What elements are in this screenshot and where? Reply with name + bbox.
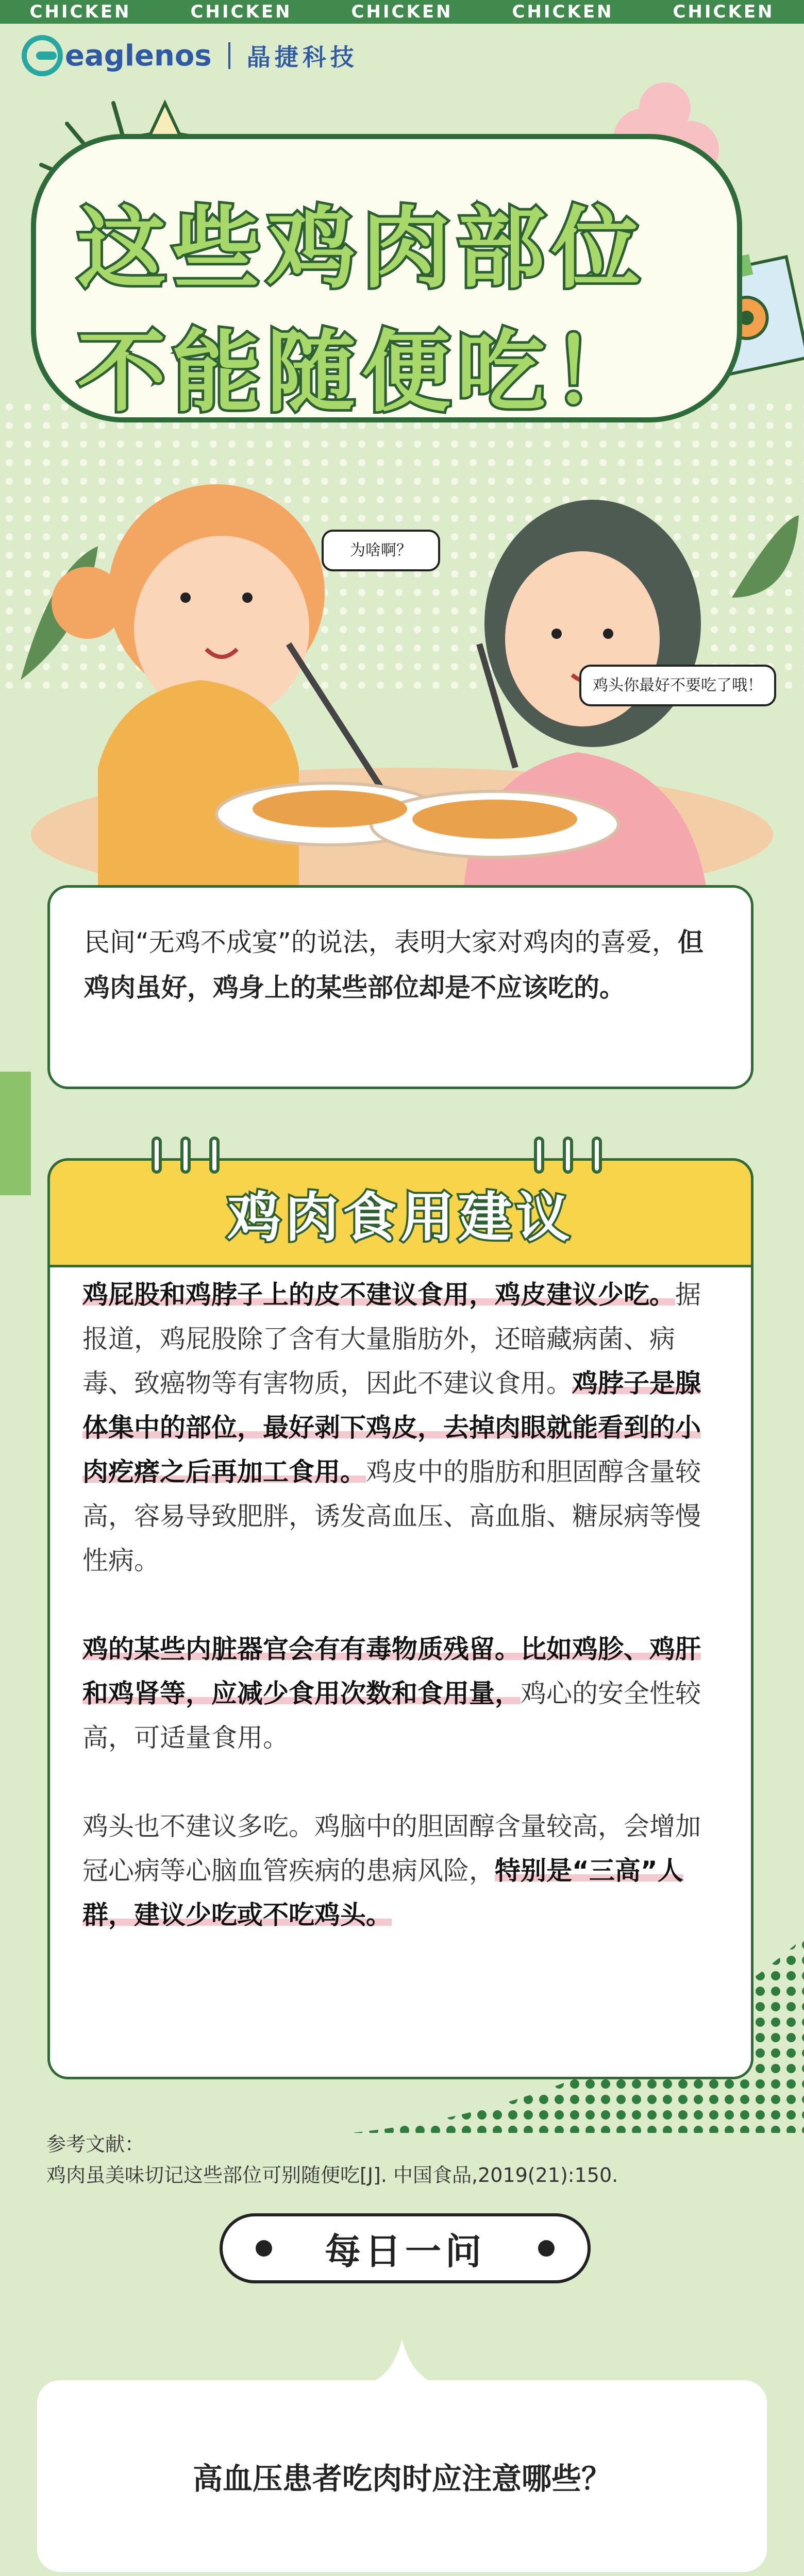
speech-bubble-left: 为啥啊？ bbox=[322, 530, 440, 571]
advice-body bbox=[82, 1273, 722, 1981]
speech-bubble-right: 鸡头你最好不要吃了哦！ bbox=[579, 665, 776, 706]
references-label: 参考文献： bbox=[46, 2133, 145, 2156]
logo-divider bbox=[228, 42, 230, 69]
question-card-pointer bbox=[361, 2339, 443, 2385]
intro-text: 民间“无鸡不成宴”的说法，表明大家对鸡肉的喜爱， bbox=[84, 927, 678, 957]
body-text: 鸡心的安全性较高，可适量食用。 bbox=[82, 1679, 701, 1753]
dot-decoration-left bbox=[0, 1072, 31, 1195]
ticker-text: CHICKEN bbox=[29, 2, 131, 22]
ticker-text: CHICKEN bbox=[673, 2, 775, 22]
highlight-text: 鸡脖子是腺体集中的部位，最好剥下鸡皮，去掉肉眼就能看到的小肉疙瘩之后再加工食用。 bbox=[82, 1368, 701, 1487]
highlight-text: 特别是“三高”人群，建议少吃或不吃鸡头。 bbox=[82, 1856, 683, 1930]
brand-logo bbox=[22, 30, 358, 81]
bullet-dot-icon bbox=[256, 2240, 272, 2257]
advice-paragraph-3 bbox=[82, 1804, 722, 1937]
intro-card bbox=[47, 885, 753, 1089]
binder-ring bbox=[209, 1137, 220, 1174]
advice-card-header bbox=[47, 1158, 753, 1267]
logo-text: eaglenos bbox=[65, 39, 212, 73]
binder-ring bbox=[180, 1137, 191, 1174]
binder-ring bbox=[563, 1137, 573, 1174]
binder-ring bbox=[152, 1137, 162, 1174]
references bbox=[46, 2129, 618, 2191]
top-ticker bbox=[0, 0, 804, 24]
intro-text-bold: 但鸡肉虽好，鸡身上的某些部位却是不应该吃的。 bbox=[84, 927, 703, 1003]
bullet-dot-icon bbox=[538, 2240, 555, 2257]
ticker-text: CHICKEN bbox=[190, 2, 292, 22]
binder-ring bbox=[592, 1137, 602, 1174]
daily-question-label: 每日一问 bbox=[325, 2230, 485, 2273]
page-title-line2: 不能随便吃！ bbox=[77, 320, 646, 424]
question-card bbox=[37, 2380, 767, 2572]
reference-item: 鸡肉虽美味切记这些部位可别随便吃[J]. 中国食品,2019(21):150. bbox=[46, 2164, 618, 2187]
body-text: 鸡皮中的脂肪和胆固醇含量较高，容易导致肥胖，诱发高血压、高血脂、糖尿病等慢性病。 bbox=[82, 1457, 701, 1575]
binder-ring bbox=[534, 1137, 544, 1174]
daily-question-badge bbox=[220, 2213, 591, 2283]
advice-title: 鸡肉食用建议 bbox=[227, 1186, 574, 1249]
ticker-text: CHICKEN bbox=[351, 2, 453, 22]
body-text: 鸡头也不建议多吃。鸡脑中的胆固醇含量较高，会增加冠心病等心脑血管疾病的患病风险， bbox=[82, 1811, 701, 1886]
highlight-text: 鸡的某些内脏器官会有有毒物质残留。比如鸡胗、鸡肝和鸡肾等，应减少食用次数和食用量， bbox=[82, 1634, 701, 1708]
ticker-text: CHICKEN bbox=[512, 2, 614, 22]
advice-paragraph-2 bbox=[82, 1627, 722, 1760]
highlight-text: 鸡屁股和鸡脖子上的皮不建议食用，鸡皮建议少吃。 bbox=[82, 1280, 675, 1310]
company-name: 晶捷科技 bbox=[246, 43, 358, 71]
advice-paragraph-1 bbox=[82, 1273, 722, 1583]
question-text: 高血压患者吃肉时应注意哪些？ bbox=[192, 2461, 611, 2496]
logo-icon bbox=[22, 35, 63, 76]
body-text: 据报道，鸡屁股除了含有大量脂肪外，还暗藏病菌、病毒、致癌物等有害物质，因此不建议食用。 bbox=[82, 1280, 701, 1398]
page-title-line1: 这些鸡肉部位 bbox=[77, 197, 646, 300]
